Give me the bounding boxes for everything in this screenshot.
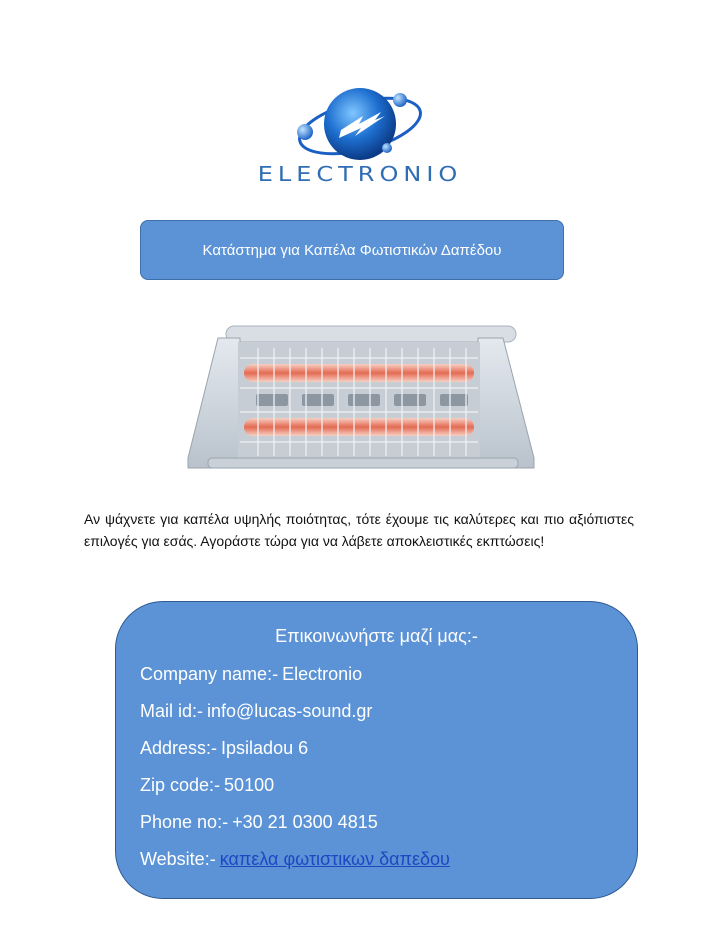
zip-label: Zip code:-: [140, 775, 221, 795]
website-label: Website:-: [140, 849, 216, 869]
logo-wordmark: ELECTRONIO: [257, 162, 463, 186]
contact-box: [115, 601, 638, 899]
electronio-logo: [235, 78, 485, 196]
intro-paragraph: Αν ψάχνετε για καπέλα υψηλής ποιότητας, τότε έχουμε τις καλύτερες και πιο αξιόπιστες επιλογές για εσάς. Αγοράστε τώρα για να λάβετε αποκλειστικές εκπτώσεις!: [84, 511, 634, 549]
phone-value: +30 21 0300 4815: [232, 812, 378, 832]
address-value: Ipsiladou 6: [221, 738, 309, 758]
company-label: Company name:-: [140, 664, 279, 684]
phone-label: Phone no:-: [140, 812, 229, 832]
website-link[interactable]: καπελα φωτιστικων δαπεδου: [219, 849, 450, 869]
banner-title: Κατάστημα για Καπέλα Φωτιστικών Δαπέδου: [202, 241, 502, 259]
address-label: Address:-: [140, 738, 218, 758]
quartz-heater-icon: [178, 318, 548, 476]
company-row: [140, 664, 362, 685]
website-row: [140, 849, 450, 870]
contact-title: Επικοινωνήστε μαζί μας:-: [275, 626, 478, 646]
zip-row: [140, 775, 274, 796]
mail-label: Mail id:-: [140, 701, 204, 721]
mail-row: [140, 701, 372, 722]
globe-lightning-icon: [235, 78, 485, 168]
store-title-banner: [140, 220, 564, 280]
address-row: [140, 738, 308, 759]
zip-value: 50100: [224, 775, 275, 795]
phone-row: [140, 812, 378, 833]
product-image: [178, 318, 548, 476]
company-value: Electronio: [282, 664, 363, 684]
mail-value: info@lucas-sound.gr: [207, 701, 373, 721]
